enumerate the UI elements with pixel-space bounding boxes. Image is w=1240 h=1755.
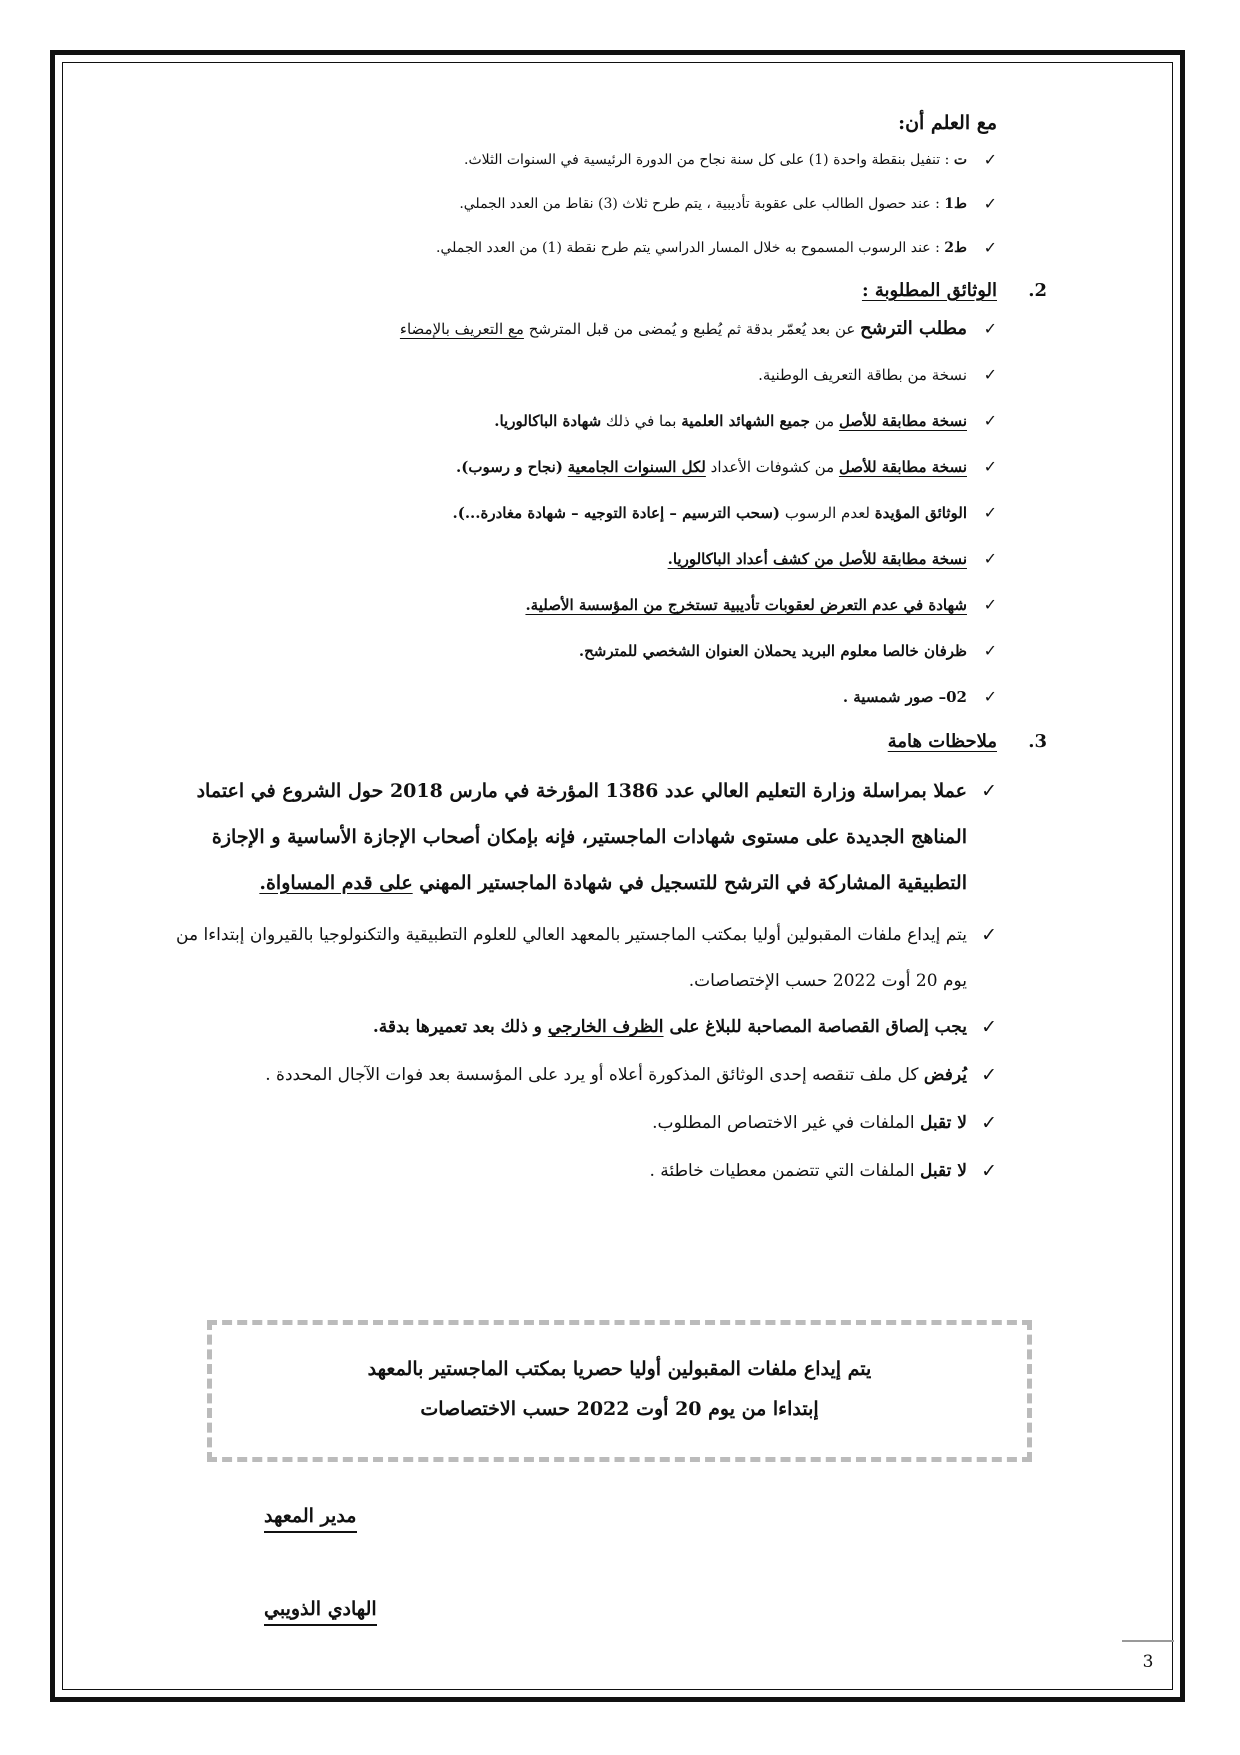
list-item: ✓ يجب إلصاق القصاصة المصاحبة للبلاغ على الظرف الخارجي و ذلك بعد تعميرها بدقة. (372, 1016, 997, 1038)
check-icon: ✓ (983, 238, 997, 257)
list-item: ✓ ط1 : عند حصول الطالب على عقوبة تأديبية ، يتم طرح ثلاث (3) نقاط من العدد الجملي. (150, 192, 997, 216)
list-item: ✓ مطلب الترشح عن بعد يُعمّر بدقة ثم يُطبع و يُمضى من قبل المترشح مع التعريف بالإمضاء (399, 318, 997, 339)
check-icon: ✓ (983, 687, 997, 706)
section-heading-documents: 2.الوثائق المطلوبة : (861, 280, 1047, 301)
check-icon: ✓ (983, 150, 997, 169)
check-icon: ✓ (981, 924, 997, 946)
check-icon: ✓ (983, 549, 997, 568)
list-item: ✓ لا تقبل الملفات التي تتضمن معطيات خاطئة . (649, 1160, 997, 1182)
check-icon: ✓ (981, 780, 997, 802)
list-item: ✓ 02– صور شمسية . (150, 685, 997, 709)
notice-line-2: إبتداءا من يوم 20 أوت 2022 حسب الاختصاصات (420, 1398, 819, 1420)
check-icon: ✓ (983, 595, 997, 614)
check-icon: ✓ (983, 365, 997, 384)
list-item: ✓ شهادة في عدم التعرض لعقوبات تأديبية تستخرج من المؤسسة الأصلية. (150, 593, 997, 617)
list-item: ✓ نسخة من بطاقة التعريف الوطنية. (150, 363, 997, 387)
list-item: ✓ نسخة مطابقة للأصل من كشوفات الأعداد لكل السنوات الجامعية (نجاح و رسوب). (150, 455, 997, 479)
list-item: ✓ نسخة مطابقة للأصل من كشف أعداد الباكالوريا. (150, 547, 997, 571)
section-heading-notes: 3.ملاحظات هامة (887, 731, 1047, 752)
check-icon: ✓ (983, 411, 997, 430)
criteria-list (150, 148, 997, 260)
list-item: ✓ يُرفض كل ملف تنقصه إحدى الوثائق المذكورة أعلاه أو يرد على المؤسسة بعد فوات الآجال المحددة . (265, 1064, 997, 1086)
check-icon: ✓ (983, 319, 997, 338)
check-icon: ✓ (983, 641, 997, 660)
check-icon: ✓ (981, 1160, 997, 1182)
intro-heading: مع العلم أن: (898, 112, 997, 134)
list-item: ✓ عملا بمراسلة وزارة التعليم العالي عدد 1386 المؤرخة في مارس 2018 حول الشروع في اعتماد المناهج الجديدة على مستوى شهادات الماجستير، فإنه بإمكان أصحاب الإجازة الأساسية و الإجازة التطبيقية المشاركة في الترشح للتسجيل في شهادة الماجستير المهني على قدم المساواة. (150, 768, 997, 906)
signature-name: الهادي الذويبي (264, 1598, 377, 1626)
signature-role: مدير المعهد (264, 1505, 357, 1533)
check-icon: ✓ (981, 1064, 997, 1086)
list-item: ✓ ت : تنفيل بنقطة واحدة (1) على كل سنة نجاح من الدورة الرئيسية في السنوات الثلاث. (150, 148, 997, 172)
check-icon: ✓ (983, 503, 997, 522)
check-icon: ✓ (983, 194, 997, 213)
notice-box (207, 1320, 1032, 1462)
notes-list (150, 768, 997, 1184)
page-number: 3 (1122, 1640, 1174, 1686)
list-item: ✓ ظرفان خالصا معلوم البريد يحملان العنوان الشخصي للمترشح. (150, 639, 997, 663)
check-icon: ✓ (983, 457, 997, 476)
list-item: ✓ الوثائق المؤيدة لعدم الرسوب (سحب الترسيم – إعادة التوجيه – شهادة مغادرة...). (150, 501, 997, 525)
check-icon: ✓ (981, 1016, 997, 1038)
list-item: ✓ يتم إيداع ملفات المقبولين أوليا بمكتب الماجستير بالمعهد العالي للعلوم التطبيقية والتكنولوجيا بالقيروان إبتداءا من يوم 20 أوت 2022 حسب الإختصاصات. (150, 912, 997, 1004)
check-icon: ✓ (981, 1112, 997, 1134)
notice-line-1: يتم إيداع ملفات المقبولين أوليا حصريا بمكتب الماجستير بالمعهد (367, 1358, 872, 1380)
list-item: ✓ ط2 : عند الرسوب المسموح به خلال المسار الدراسي يتم طرح نقطة (1) من العدد الجملي. (150, 236, 997, 260)
list-item: ✓ لا تقبل الملفات في غير الاختصاص المطلوب. (652, 1112, 997, 1134)
list-item: ✓ نسخة مطابقة للأصل من جميع الشهائد العلمية بما في ذلك شهادة الباكالوريا. (150, 409, 997, 433)
document-body (150, 90, 1047, 1206)
documents-list (150, 317, 997, 709)
